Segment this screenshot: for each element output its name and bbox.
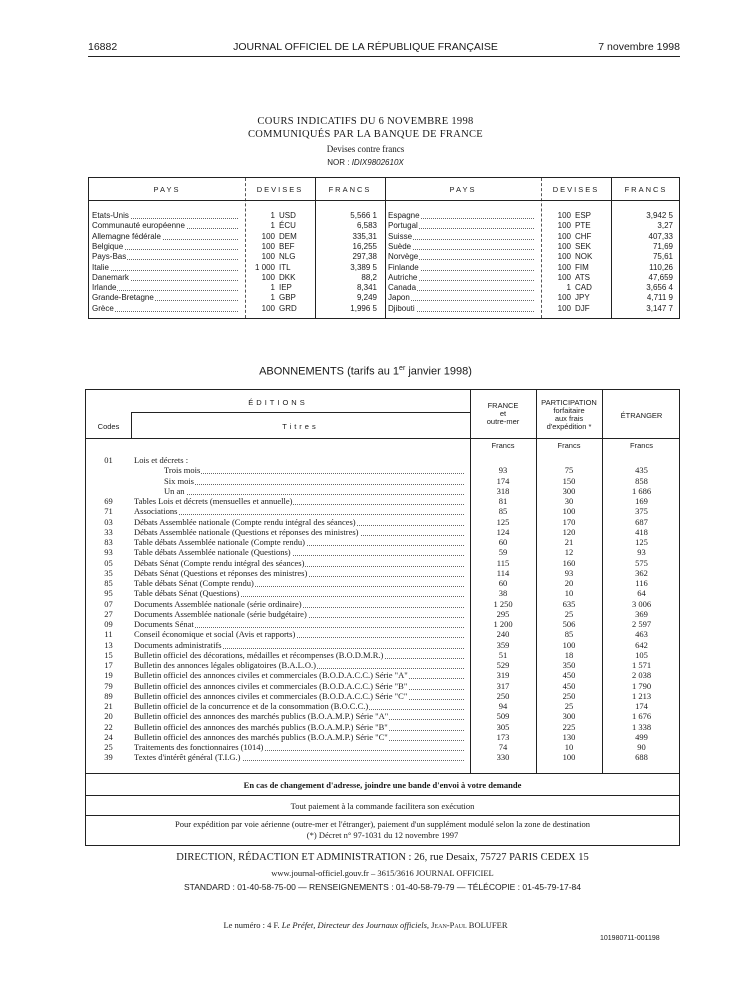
row-code: 19: [104, 670, 113, 681]
exchange-francs: 1,996 5: [350, 303, 377, 313]
header-codes: Codes: [97, 422, 120, 431]
row-price-france: 51: [498, 649, 508, 660]
header-francs-right: FRANCS: [624, 185, 668, 194]
row-price-etranger: 1 213: [631, 690, 652, 701]
exchange-code: DJF: [575, 303, 590, 313]
exchange-quantity: 100: [557, 221, 571, 231]
footer-line: Le numéro : 4 F. Le Préfet, Directeur des Journaux officiels, Jean-Paul BOLUFER: [223, 920, 508, 930]
row-price-france: 59: [498, 547, 508, 558]
row-price-participation: 150: [562, 475, 576, 486]
row-price-france: [470, 455, 536, 465]
exchange-francs: 9,249: [356, 293, 377, 303]
exchange-code: SEK: [575, 241, 592, 251]
row-price-etranger: 369: [635, 608, 648, 619]
exchange-quantity: 100: [261, 252, 275, 262]
row-price-france: 114: [496, 567, 510, 578]
row-title: Associations: [134, 506, 178, 517]
row-price-etranger: 1 790: [631, 680, 652, 691]
row-code: 85: [104, 578, 113, 588]
row-price-participation: 25: [564, 701, 574, 711]
row-title: Un an: [164, 485, 185, 496]
row-code: [86, 476, 131, 486]
leader-dots: [164, 485, 464, 496]
row-price-etranger: 2 038: [631, 670, 652, 681]
row-code: 39: [104, 752, 113, 763]
row-price-participation: [536, 455, 602, 465]
exchange-country: Suisse: [388, 231, 413, 241]
row-price-france: 174: [496, 475, 510, 486]
row-price-etranger: 1 338: [631, 721, 652, 732]
address-change-note: En cas de changement d'adresse, joindre une bande d'envoi à votre demande: [85, 774, 680, 796]
row-code: 22: [104, 721, 113, 732]
header-rule: [88, 56, 680, 57]
row-price-participation: 250: [562, 690, 576, 701]
exchange-quantity: 1: [270, 211, 275, 220]
row-price-etranger: 435: [635, 465, 648, 476]
exchange-country: Suède: [388, 241, 412, 251]
row-title: Bulletin officiel de la concurrence et de la consommation (B.O.C.C.): [134, 701, 369, 711]
unit-participation: Francs: [557, 441, 581, 450]
exchange-country: Finlande: [388, 262, 419, 272]
exchange-francs: 110,26: [649, 262, 673, 272]
exchange-francs: 8,341: [356, 283, 377, 293]
row-title: Bulletin officiel des annonces des marchés publics (B.O.A.M.P.) Série "A": [134, 711, 389, 722]
exchange-country: Japon: [388, 293, 410, 303]
row-price-participation: 30: [564, 496, 574, 506]
row-title: Documents Assemblée nationale (série ordinaire): [134, 598, 302, 609]
row-price-france: 1 200: [493, 619, 513, 629]
row-code: 05: [104, 557, 113, 568]
row-price-france: 38: [498, 588, 508, 599]
exchange-quantity: 100: [557, 272, 571, 282]
nor-reference: NOR : IDIX9802610X: [327, 158, 404, 167]
row-code: 89: [104, 690, 113, 701]
row-title: Table débats Assemblée nationale (Compte rendu): [134, 537, 306, 547]
row-price-etranger: 105: [635, 649, 648, 660]
row-code: 21: [104, 701, 113, 711]
exchange-francs: 6,583: [356, 221, 377, 231]
exchange-country: Italie: [92, 262, 109, 272]
row-code: [86, 465, 131, 475]
row-price-etranger: 3 006: [631, 598, 652, 609]
row-code: 13: [104, 639, 113, 650]
exchange-country: Portugal: [388, 221, 418, 231]
subscription-table: [85, 389, 680, 774]
row-title: Débats Sénat (Questions et réponses des ministres): [134, 567, 308, 578]
row-code: 07: [104, 598, 113, 609]
leader-dots: [134, 508, 464, 515]
row-price-etranger: 93: [637, 547, 646, 558]
row-price-france: 124: [496, 526, 510, 537]
row-price-participation: 25: [564, 608, 574, 619]
exchange-country: Danemark: [92, 272, 129, 282]
row-price-participation: 10: [564, 588, 574, 599]
exchange-code: FIM: [575, 262, 589, 272]
air-shipping-note: Pour expédition par voie aérienne (outre-mer et l'étranger), paiement d'un supplément modulé selon la zone de destination (*) Décret n° 97-1031 du 12 novembre 1997: [85, 816, 680, 846]
exchange-francs: 3,147 7: [646, 303, 673, 313]
exchange-francs: 5,566 1: [350, 211, 377, 220]
exchange-quantity: 100: [557, 241, 571, 251]
exchange-quantity: 100: [261, 231, 275, 241]
row-price-participation: 225: [562, 721, 576, 732]
exchange-code: ATS: [575, 272, 590, 282]
leader-dots: [164, 467, 464, 474]
row-price-etranger: 64: [637, 588, 646, 599]
exchange-francs: 4,711 9: [646, 293, 673, 303]
exchange-code: ESP: [575, 211, 592, 220]
exchange-code: NLG: [279, 252, 296, 262]
exchange-code: NOK: [575, 252, 593, 262]
cours-title-2: COMMUNIQUÉS PAR LA BANQUE DE FRANCE: [247, 129, 483, 140]
exchange-country: Irlande: [92, 283, 117, 293]
exchange-country: Canada: [388, 283, 417, 293]
direction-phones: STANDARD : 01-40-58-75-00 — RENSEIGNEMENTS : 01-40-58-79-79 — TÉLÉCOPIE : 01-45-79-17-84: [184, 882, 581, 892]
row-price-etranger: 1 686: [631, 485, 652, 496]
row-code: 71: [104, 506, 113, 517]
exchange-code: CAD: [575, 283, 592, 293]
row-title: Six mois: [164, 475, 194, 486]
row-code: 09: [104, 619, 113, 629]
exchange-quantity: 1: [566, 283, 571, 293]
header-pays-right: PAYS: [449, 185, 477, 194]
row-price-participation: 506: [562, 619, 576, 629]
row-price-participation: 300: [562, 485, 576, 496]
header-pays-left: PAYS: [153, 185, 181, 194]
exchange-francs: 47,659: [648, 272, 673, 282]
row-title: Lois et décrets :: [134, 455, 189, 465]
exchange-quantity: 100: [261, 272, 275, 282]
row-title: Bulletin officiel des annonces civiles et commerciales (B.O.D.A.C.C.) Série "C": [134, 690, 408, 701]
exchange-quantity: 100: [261, 303, 275, 313]
payment-note: Tout paiement à la commande facilitera son exécution: [85, 796, 680, 816]
row-title: Table débats Sénat (Compte rendu): [134, 578, 254, 588]
row-price-etranger: 463: [635, 629, 648, 640]
row-title: Bulletin officiel des annonces civiles et commerciales (B.O.D.A.C.C.) Série "A": [134, 670, 408, 681]
row-price-france: 250: [496, 690, 510, 701]
row-price-france: 60: [498, 537, 508, 547]
row-price-france: 60: [498, 578, 508, 588]
row-title: Bulletin des annonces légales obligatoires (B.A.L.O.): [134, 660, 316, 670]
row-title: Documents Assemblée nationale (série budgétaire): [134, 608, 307, 619]
row-price-participation: 93: [564, 567, 574, 578]
exchange-country: Autriche: [388, 272, 418, 282]
row-price-france: 94: [498, 701, 508, 711]
exchange-francs: 3,656 4: [646, 283, 673, 293]
row-price-participation: 12: [564, 547, 574, 558]
row-title: Trois mois: [164, 465, 201, 476]
row-price-etranger: 642: [635, 639, 648, 650]
row-title: Traitements des fonctionnaires (1014): [134, 742, 264, 752]
row-price-etranger: 858: [635, 475, 648, 486]
header-etranger: ÉTRANGER: [620, 411, 663, 420]
row-code: 69: [104, 496, 113, 506]
row-price-participation: 170: [562, 516, 576, 527]
row-price-participation: 450: [562, 670, 576, 681]
exchange-country: Espagne: [388, 211, 420, 220]
row-price-france: 240: [496, 629, 510, 640]
row-title: Débats Assemblée nationale (Questions et réponses des ministres): [134, 526, 359, 537]
row-price-france: 317: [496, 680, 510, 691]
row-price-participation: 100: [562, 752, 576, 763]
exchange-code: DKK: [279, 272, 296, 282]
row-code: 33: [104, 526, 113, 537]
row-price-participation: 21: [564, 537, 574, 547]
row-price-france: 115: [496, 557, 510, 568]
row-code: 01: [104, 455, 113, 465]
exchange-quantity: 100: [557, 231, 571, 241]
row-price-participation: 450: [562, 680, 576, 691]
row-price-participation: 75: [564, 465, 574, 476]
direction-address: DIRECTION, RÉDACTION ET ADMINISTRATION : 26, rue Desaix, 75727 PARIS CEDEX 15: [176, 852, 589, 863]
row-price-etranger: 2 597: [631, 619, 652, 629]
exchange-code: IEP: [279, 283, 292, 293]
row-code: 17: [104, 660, 113, 670]
exchange-quantity: 1 000: [254, 262, 275, 272]
row-code: 83: [104, 537, 113, 547]
leader-dots: [164, 475, 464, 486]
row-title: Bulletin officiel des décorations, médailles et récompenses (B.O.D.M.R.): [134, 649, 384, 660]
row-price-participation: 130: [562, 731, 576, 742]
row-price-france: 295: [496, 608, 510, 619]
exchange-country: Grande-Bretagne: [92, 293, 154, 303]
row-title: Documents Sénat: [134, 619, 194, 629]
row-code: 24: [104, 731, 113, 742]
exchange-quantity: 1: [270, 293, 275, 303]
page-number: 16882: [88, 41, 118, 53]
exchange-francs: 75,61: [652, 252, 673, 262]
row-price-participation: 160: [562, 557, 576, 568]
row-price-etranger: 499: [635, 731, 648, 742]
exchange-quantity: 100: [557, 303, 571, 313]
row-price-france: 81: [498, 496, 508, 506]
row-title: Bulletin officiel des annonces des marchés publics (B.O.A.M.P.) Série "C": [134, 731, 388, 742]
row-title: Conseil économique et social (Avis et rapports): [134, 629, 296, 640]
exchange-country: Allemagne fédérale: [92, 231, 161, 241]
row-price-etranger: 418: [635, 526, 648, 537]
row-code: 15: [104, 649, 113, 660]
exchange-code: BEF: [279, 241, 295, 251]
exchange-quantity: 1: [270, 283, 275, 293]
row-code: 11: [104, 629, 113, 640]
row-price-participation: 100: [562, 506, 576, 517]
row-price-etranger: 687: [635, 516, 648, 527]
unit-france: Francs: [491, 441, 515, 450]
row-code: 27: [104, 608, 113, 619]
row-code: [86, 486, 131, 496]
row-price-etranger: 90: [637, 742, 646, 752]
exchange-country: Grèce: [92, 303, 114, 313]
exchange-francs: 3,942 5: [646, 211, 673, 220]
row-price-participation: 18: [564, 649, 574, 660]
exchange-quantity: 100: [557, 252, 571, 262]
cours-title-1: COURS INDICATIFS DU 6 NOVEMBRE 1998: [257, 116, 474, 127]
header-editions: ÉDITIONS: [248, 398, 308, 407]
exchange-francs: 88,2: [361, 272, 377, 282]
row-price-participation: 120: [562, 526, 576, 537]
row-price-etranger: 125: [635, 537, 648, 547]
unit-etranger: Francs: [630, 441, 653, 450]
exchange-quantity: 100: [557, 293, 571, 303]
exchange-country: Belgique: [92, 241, 124, 251]
row-price-france: 330: [496, 752, 510, 763]
exchange-quantity: 100: [557, 211, 571, 220]
header-titres: Titres: [282, 422, 319, 431]
row-code: 35: [104, 567, 113, 578]
exchange-francs: 407,33: [648, 231, 673, 241]
row-price-etranger: 174: [635, 701, 648, 711]
issue-date: 7 novembre 1998: [598, 41, 680, 53]
exchange-country: Pays-Bas: [92, 252, 127, 262]
exchange-code: GRD: [279, 303, 297, 313]
reference-number: 101980711-001198: [600, 935, 660, 942]
row-price-etranger: 575: [635, 557, 648, 568]
row-price-participation: 300: [562, 711, 576, 722]
exchange-country: Communauté européenne: [92, 221, 185, 231]
header-participation: PARTICIPATION forfaitaire aux frais d'expédition *: [541, 398, 597, 431]
row-price-france: 1 250: [493, 598, 513, 609]
row-price-participation: 85: [564, 629, 574, 640]
exchange-quantity: 100: [557, 262, 571, 272]
row-price-participation: 10: [564, 742, 574, 752]
exchange-code: JPY: [575, 293, 590, 303]
exchange-country: Norvège: [388, 252, 419, 262]
header-france: FRANCE et outre-mer: [486, 401, 520, 426]
row-price-france: 359: [496, 639, 510, 650]
row-price-etranger: 688: [635, 752, 648, 763]
row-code: 03: [104, 516, 113, 527]
row-price-etranger: 1 571: [631, 660, 652, 670]
row-price-etranger: [602, 455, 681, 465]
exchange-country: Etats-Unis: [92, 211, 129, 220]
header-devises-left: DEVISES: [256, 185, 304, 194]
row-code: 79: [104, 680, 113, 691]
row-price-france: 319: [496, 670, 510, 681]
exchange-quantity: 1: [270, 221, 275, 231]
leader-dots: [92, 264, 238, 271]
row-price-etranger: 375: [635, 506, 648, 517]
row-price-etranger: 169: [635, 496, 648, 506]
header-francs-left: FRANCS: [328, 185, 372, 194]
cours-subtitle: Devises contre francs: [326, 144, 405, 154]
exchange-rate-table: [88, 177, 680, 319]
row-price-france: 85: [498, 506, 508, 517]
exchange-quantity: 100: [261, 241, 275, 251]
row-title: Tables Lois et décrets (mensuelles et annuelle): [134, 496, 293, 506]
row-price-etranger: 362: [635, 567, 648, 578]
exchange-country: Djibouti: [388, 303, 415, 313]
row-title: Bulletin officiel des annonces civiles et commerciales (B.O.D.A.C.C.) Série "B": [134, 680, 408, 691]
row-code: 95: [104, 588, 113, 599]
exchange-code: PTE: [575, 221, 591, 231]
row-title: Textes d'intérêt général (T.I.G.): [134, 752, 241, 763]
row-title: Débats Sénat (Compte rendu intégral des séances): [134, 557, 305, 568]
exchange-francs: 3,27: [657, 221, 673, 231]
header-devises-right: DEVISES: [552, 185, 600, 194]
row-title: Table débats Assemblée nationale (Questions): [134, 547, 291, 558]
row-price-participation: 635: [562, 598, 576, 609]
exchange-francs: 3,389 5: [350, 262, 377, 272]
exchange-code: USD: [279, 211, 296, 220]
row-price-participation: 100: [562, 639, 576, 650]
row-price-etranger: 116: [635, 578, 648, 588]
row-price-etranger: 1 676: [631, 711, 652, 722]
row-price-france: 509: [496, 711, 510, 722]
journal-title: JOURNAL OFFICIEL DE LA RÉPUBLIQUE FRANÇAISE: [233, 41, 498, 53]
exchange-code: CHF: [575, 231, 592, 241]
row-code: 20: [104, 711, 113, 722]
row-price-france: 318: [496, 485, 510, 496]
row-price-participation: 20: [564, 578, 574, 588]
row-title: Documents administratifs: [134, 639, 222, 650]
row-title: Table débats Sénat (Questions): [134, 588, 240, 599]
row-code: 25: [104, 742, 113, 752]
direction-website: www.journal-officiel.gouv.fr – 3615/3616 JOURNAL OFFICIEL: [271, 868, 494, 878]
exchange-code: GBP: [279, 293, 296, 303]
exchange-francs: 16,255: [352, 241, 377, 251]
row-code: 93: [104, 547, 113, 558]
row-price-france: 125: [496, 516, 510, 527]
row-price-participation: 350: [562, 660, 576, 670]
exchange-francs: 71,69: [652, 241, 673, 251]
exchange-code: ÉCU: [279, 221, 296, 231]
exchange-francs: 297,38: [352, 252, 377, 262]
exchange-francs: 335,31: [352, 231, 377, 241]
row-title: Bulletin officiel des annonces des marchés publics (B.O.A.M.P.) Série "B": [134, 721, 388, 732]
row-price-france: 305: [496, 721, 510, 732]
row-price-france: 173: [496, 731, 510, 742]
abonnements-title: ABONNEMENTS (tarifs au 1er janvier 1998): [259, 365, 472, 378]
exchange-code: ITL: [279, 262, 291, 272]
exchange-code: DEM: [279, 231, 297, 241]
row-price-france: 93: [498, 465, 508, 476]
row-price-france: 529: [496, 660, 510, 670]
row-price-france: 74: [498, 742, 508, 752]
row-title: Débats Assemblée nationale (Compte rendu intégral des séances): [134, 516, 356, 527]
